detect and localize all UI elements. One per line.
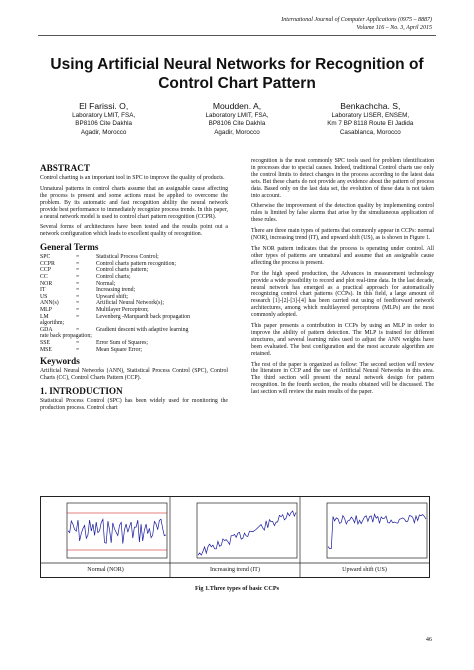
plot-area <box>327 503 427 558</box>
author-1 <box>38 101 169 137</box>
caption-upward-shift: Upward shift (US) <box>342 567 387 573</box>
abstract-heading: ABSTRACT <box>40 163 91 173</box>
author-address: BP8106 Cite Dakhla <box>75 120 133 128</box>
plot-area <box>197 503 297 558</box>
term-row: MLP = Multilayer Perceptron; <box>40 307 149 313</box>
plot-normal <box>67 503 167 558</box>
body-paragraph: There are three main types of patterns that commonly appear in CCPs: normal (NOR), increasing trend (IT), and upward shift (US), as is shown in Figure 1. <box>251 228 434 242</box>
figure-1-frame <box>40 496 430 578</box>
body-paragraph: The NOR pattern indicates that the process is operating under control. All other types of patterns are unnatural and assume that an assignable cause affecting the process is present. <box>251 245 434 266</box>
abstract-paragraph: Several forms of architectures have been tested and the results point out a network configuration which leads to excellent quality of recognition. <box>40 224 228 238</box>
volume-info: Volume 116 – No. 3, April 2015 <box>356 25 432 31</box>
author-address: BP8106 Cite Dakhla <box>208 120 266 128</box>
running-header <box>281 16 432 32</box>
term-row: CCPR = Control charts pattern recognition; <box>40 260 177 267</box>
body-paragraph: Otherwise the improvement of the detection quality by implementing control rules is limited by false alarms that arise by the simultaneous application of these rules. <box>251 203 434 224</box>
figure-title: Fig 1.Three types of basic CCPs <box>194 585 280 592</box>
term-row: CCP = Control charts pattern; <box>40 267 149 274</box>
abstract-paragraph: Control charting is an important tool in SPC to improve the quality of products. <box>40 175 225 181</box>
plot-upward-shift <box>327 503 427 558</box>
author-block <box>38 101 436 137</box>
term-row: SPC = Statistical Process Control; <box>40 254 159 261</box>
term-row: CC = Control charts; <box>40 274 131 281</box>
keywords-heading: Keywords <box>40 356 80 367</box>
author-city: Casablanca, Morocco <box>339 128 401 136</box>
author-affiliation: Laboratory LMIT, FSA, <box>72 112 136 119</box>
title-line-1: Using Artificial Neural Networks for Recognition of <box>50 56 424 73</box>
term-row: NOR = Normal; <box>40 280 116 287</box>
plot-increasing-trend <box>197 503 297 558</box>
general-terms-list <box>40 254 228 353</box>
page-number: 46 <box>425 636 432 643</box>
journal-name: International Journal of Computer Applications (0975 – 8887) <box>281 17 432 23</box>
author-city: Agadir, Morocco <box>214 128 260 136</box>
introduction-heading: 1. INTRODUCTION <box>40 385 123 396</box>
term-row: ANN(s) = Artificial Neural Network(s); <box>40 300 164 307</box>
term-row: IT = Increasing trend; <box>40 287 136 294</box>
header-rule <box>38 35 436 36</box>
right-column <box>251 158 434 400</box>
author-name: El Farissi. O, <box>79 101 129 111</box>
term-row: SSE = Error Sum of Squares; <box>40 339 149 346</box>
author-affiliation: Laboratory LISER, ENSEM, <box>331 112 410 119</box>
author-3 <box>305 101 436 137</box>
introduction-paragraph: Statistical Process Control (SPC) has been widely used for monitoring the production process. Control chart <box>40 397 228 411</box>
keywords-text: Artificial Neural Networks (ANN), Statistical Process Control (SPC), Control Charts (CC), Control Charts Pattern (CCP). <box>40 368 228 382</box>
author-2 <box>171 101 302 137</box>
body-paragraph: recognition is the most commonly SPC tools used for problem identification in processes due to special causes. Indeed, traditional Control charts use only the control limits to detect changes in the process according to the latest data sets. But these charts do not provide any evidence about the pattern of process data. Based only on the last data set, the evolution of these data is not taken into account. <box>251 158 434 199</box>
term-row: US = Upward shift; <box>40 293 129 300</box>
term-row: GDA = Gradient descent with adaptive learning <box>40 326 189 333</box>
author-city: Agadir, Morocco <box>80 128 127 136</box>
term-row: MSE = Mean Square Error; <box>40 346 143 353</box>
body-paragraph: The rest of the paper is organized as follow: The second section will review the literature in CCP and the use of Artificial Neural Networks in this area. The third section will present the neural network design for pattern recognition. In the fourth section, the results obtained will be discussed. The last section will review the main results of the paper. <box>251 361 434 396</box>
general-terms-heading: General Terms <box>40 242 99 253</box>
paper-title <box>30 55 444 93</box>
term-row: rate back propagation; <box>40 333 92 340</box>
term-row: LM = Levenberg -Marquardt back propagation <box>40 313 191 320</box>
author-affiliation: Laboratory LMIT, FSA, <box>205 112 269 119</box>
title-line-2: Control Chart Pattern <box>158 75 316 92</box>
term-row: algorithm; <box>40 320 65 327</box>
left-column <box>40 160 228 416</box>
abstract-paragraph: Unnatural patterns in control charts assume that an assignable cause affecting the process is present and some actions must be applied to overcome the problem. By its automatic and fast recognition ability the neural network provide best performance to immediately recognize process trends. In this paper, a neural network model is used to control chart pattern recognition (CCPR). <box>40 185 228 220</box>
author-name: Moudden. A, <box>212 101 262 111</box>
caption-normal: Normal (NOR) <box>87 567 124 573</box>
body-paragraph: This paper presents a contribution in CCPs by using an MLP in order to improve the ability of pattern detection. The MLP is trained for different structures, and several learning rules used to adjust the ANN weights have been evaluated. The best configuration and the most accurate algorithm are retained. <box>251 323 434 357</box>
body-paragraph: For the high speed production, the Advances in measurement technology provide a wide possibility to record and plot real-time data. In the last decade, neural network has emerged as a practical approach for automatically recognizing control chart patterns (CCPs). In this field, a large amount of research [1]-[2]-[3]-[4] has been carried out using of feedforward network architectures, among which multilayered perceptrons (MLPs) are the most commonly adopted. <box>251 270 434 319</box>
author-address: Km 7 BP 8118 Route El Jadida <box>327 120 414 128</box>
author-name: Benkachcha. S, <box>340 101 401 111</box>
caption-increasing-trend: Increasing trend (IT) <box>210 567 260 573</box>
figure-1-plots <box>41 497 429 577</box>
